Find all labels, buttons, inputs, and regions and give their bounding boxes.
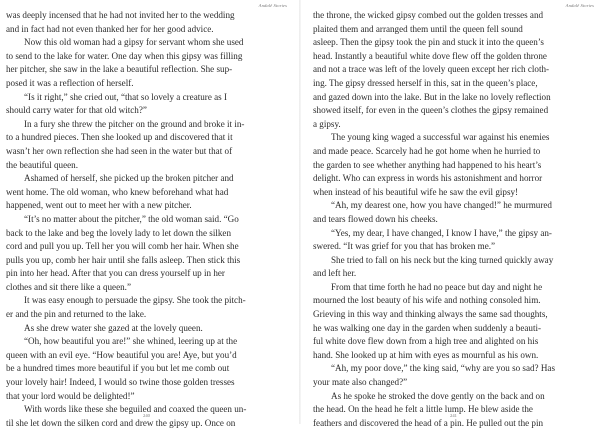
text-line: The young king waged a successful war against his enemies bbox=[331, 132, 550, 143]
text-line: to send to the lake for water. One day when this gipsy was filling bbox=[6, 50, 243, 61]
running-head: Andalê Stories bbox=[258, 3, 287, 8]
text-line: happened, went out to meet her with a new pitcher. bbox=[6, 200, 192, 211]
gutter bbox=[299, 0, 301, 424]
text-line: the beautiful queen. bbox=[6, 159, 78, 170]
text-line: he was walking one day in the garden when suddenly a beauti- bbox=[313, 322, 542, 333]
text-line: and left her. bbox=[313, 268, 357, 279]
text-line: mourned the lost beauty of his wife and nothing consoled him. bbox=[313, 295, 541, 306]
text-line: queen with an evil eye. “How beautiful you are! Aye, but you’d bbox=[6, 349, 237, 360]
text-line: “Yes, my dear, I have changed, I know I have,” the gipsy an- bbox=[331, 227, 552, 238]
text-line: “Ah, my poor dove,” the king said, “why are you so sad? Has bbox=[331, 363, 556, 374]
text-line: ful white dove flew down from a high tree and alighted on his bbox=[313, 336, 539, 347]
text-line: feathers and discovered the head of a pin. He pulled out the pin bbox=[313, 417, 544, 428]
text-line: Now this old woman had a gipsy for servant whom she used bbox=[24, 37, 244, 48]
text-line: to a hundred pieces. Then she looked up and discovered that it bbox=[6, 132, 233, 143]
text-line: showed itself, for even in the queen’s clothes the gipsy remained bbox=[313, 105, 549, 116]
text-line: your mate also changed?” bbox=[313, 377, 408, 388]
text-line: hand. She looked up at him with eyes as mournful as his own. bbox=[313, 349, 539, 360]
text-line: She tried to fall on his neck but the king turned quickly away bbox=[331, 254, 554, 265]
text-line: “Is it right,” she cried out, “that so lovely a creature as I bbox=[24, 91, 228, 102]
text-line: pin into her head. After that you can dress yourself up in her bbox=[6, 268, 225, 279]
text-line: As he spoke he stroked the dove gently on the back and on bbox=[331, 390, 545, 401]
text-line: and made peace. Scarcely had he got home when he hurried to bbox=[313, 145, 541, 156]
text-line: From that time forth he had no peace but day and night he bbox=[331, 281, 543, 292]
text-line: plaited them and arranged them until the queen fell sound bbox=[313, 23, 523, 34]
text-line: swered. “It was grief for you that has broken me.” bbox=[313, 241, 496, 252]
page-text bbox=[313, 9, 594, 430]
text-line: delight. Who can express in words his astonishment and horror bbox=[313, 173, 543, 184]
text-line: “Ah, my dearest one, how you have changed!” he murmured bbox=[331, 200, 552, 211]
text-line: With words like these she beguiled and coaxed the queen un- bbox=[24, 404, 247, 415]
page-number: 240 bbox=[143, 413, 150, 418]
text-line: the throne, the wicked gipsy combed out the golden tresses and bbox=[313, 10, 544, 20]
right-page bbox=[313, 0, 594, 428]
text-line: her pitcher, she saw in the lake a beautiful reflection. She sup- bbox=[6, 64, 233, 75]
text-line: cord and pull you up. Tell her you will comb her hair. When she bbox=[6, 241, 239, 252]
text-line: be a hundred times more beautiful if you but let me comb out bbox=[6, 363, 230, 374]
page-number: 241 bbox=[450, 413, 457, 418]
text-line: and tears flowed down his cheeks. bbox=[313, 213, 438, 224]
text-line: As she drew water she gazed at the lovely queen. bbox=[24, 322, 203, 333]
text-line: ing. The gipsy dressed herself in this, sat in the queen’s place, bbox=[313, 77, 538, 88]
text-line: should carry water for that old witch?” bbox=[6, 105, 147, 116]
text-line: wasn’t her own reflection she had seen in the water but that of bbox=[6, 145, 233, 156]
text-line: a gipsy. bbox=[313, 118, 341, 129]
text-line: posed it was a reflection of herself. bbox=[6, 77, 134, 88]
text-line: “Oh, how beautiful you are!” she whined, leering up at the bbox=[24, 336, 238, 347]
text-line: and not a trace was left of the lovely queen except her rich cloth- bbox=[313, 64, 550, 75]
text-line: In a fury she threw the pitcher on the ground and broke it in- bbox=[24, 118, 245, 129]
text-line: Ashamed of herself, she picked up the broken pitcher and bbox=[24, 173, 234, 184]
text-line: head. Instantly a beautiful white dove flew off the golden throne bbox=[313, 50, 547, 61]
text-line: was deeply incensed that he had not invited her to the wedding bbox=[6, 10, 235, 20]
page-text bbox=[6, 9, 287, 430]
left-page bbox=[6, 0, 287, 428]
text-line: the garden to see whether anything had happened to his heart’s bbox=[313, 159, 542, 170]
text-line: til she let down the silken cord and drew the gipsy up. Once on bbox=[6, 417, 236, 428]
text-line: pulls you up, comb her hair until she falls asleep. Then stick this bbox=[6, 254, 241, 265]
text-line: your lovely hair! Indeed, I would so twine those golden tresses bbox=[6, 377, 235, 388]
text-line: went home. The old woman, who knew beforehand what had bbox=[6, 186, 229, 197]
text-line: that your lord would be delighted!” bbox=[6, 390, 135, 401]
text-line: “It’s no matter about the pitcher,” the old woman said. “Go bbox=[24, 213, 239, 224]
text-line: and gazed down into the lake. But in the lake no lovely reflection bbox=[313, 91, 551, 102]
text-line: and in fact had not even thanked her for her good advice. bbox=[6, 23, 214, 34]
text-line: Grieving in this way and thinking always the same sad thoughts, bbox=[313, 309, 548, 320]
text-line: the head. On the head he felt a little lump. He blew aside the bbox=[313, 404, 533, 415]
text-line: clothes and sit there like a queen.” bbox=[6, 281, 131, 292]
text-line: back to the lake and beg the lovely lady to let down the silken bbox=[6, 227, 232, 238]
text-line: er and the pin and returned to the lake. bbox=[6, 309, 147, 320]
text-line: when instead of his beautiful wife he saw the evil gipsy! bbox=[313, 186, 519, 197]
text-line: asleep. Then the gipsy took the pin and stuck it into the queen’s bbox=[313, 37, 544, 48]
text-line: It was easy enough to persuade the gipsy. She took the pitch- bbox=[24, 295, 246, 306]
running-head: Andalê Stories bbox=[565, 3, 594, 8]
